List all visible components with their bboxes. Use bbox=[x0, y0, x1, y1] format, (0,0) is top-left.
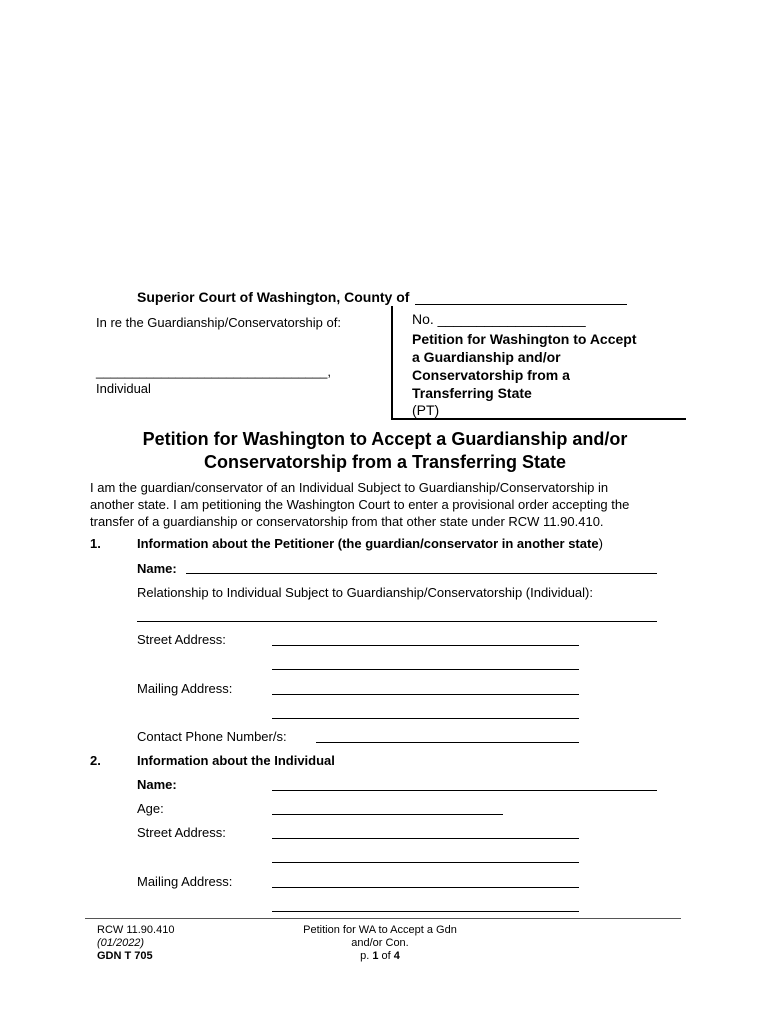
petitioner-mailing-label: Mailing Address: bbox=[137, 681, 233, 696]
petitioner-name-field[interactable] bbox=[186, 573, 657, 574]
petitioner-mailing-field[interactable] bbox=[272, 694, 579, 695]
doc-title-line: Transferring State bbox=[412, 385, 532, 401]
phone-field[interactable] bbox=[316, 742, 579, 743]
section-1-heading-tail: ) bbox=[598, 536, 603, 551]
in-re-label: In re the Guardianship/Conservatorship of: bbox=[96, 315, 341, 330]
section-1-heading-text: Information about the Petitioner (the guardian/conservator in another state bbox=[137, 536, 599, 551]
age-label: Age: bbox=[137, 801, 164, 816]
doc-title-line: Petition for Washington to Accept bbox=[412, 331, 637, 347]
court-label: Superior Court of Washington, County of bbox=[137, 289, 410, 305]
page-current: 1 bbox=[372, 950, 379, 962]
county-field[interactable] bbox=[415, 290, 627, 305]
page-title: Conservatorship from a Transferring State bbox=[203, 452, 567, 472]
footer-rcw: RCW 11.90.410 bbox=[97, 924, 175, 936]
individual-label: Individual bbox=[96, 381, 151, 396]
doc-title-line: a Guardianship and/or bbox=[412, 349, 561, 365]
page-title: Petition for Washington to Accept a Guardianship and/or bbox=[142, 429, 628, 449]
relationship-field[interactable] bbox=[137, 621, 657, 622]
petitioner-street-field[interactable] bbox=[272, 645, 579, 646]
section-1-number: 1. bbox=[90, 536, 101, 551]
page-total: 4 bbox=[393, 950, 400, 962]
section-1-heading bbox=[137, 536, 603, 551]
petitioner-street-label: Street Address: bbox=[137, 632, 226, 647]
petitioner-name-label: Name: bbox=[137, 561, 177, 576]
relationship-label: Relationship to Individual Subject to Guardianship/Conservatorship (Individual): bbox=[137, 585, 593, 600]
individual-name-field[interactable]: ________________________________, bbox=[96, 364, 331, 379]
petitioner-street-field-2[interactable] bbox=[272, 669, 579, 670]
individual-name-input[interactable] bbox=[272, 790, 657, 791]
court-heading bbox=[137, 289, 627, 305]
individual-name-label: Name: bbox=[137, 777, 177, 792]
footer-page-number bbox=[280, 950, 480, 963]
intro-line: another state. I am petitioning the Washington Court to enter a provisional order accepting the bbox=[90, 497, 630, 512]
intro-line: I am the guardian/conservator of an Individual Subject to Guardianship/Conservatorship in bbox=[90, 480, 609, 495]
footer-form-code: GDN T 705 bbox=[97, 950, 153, 962]
individual-street-label: Street Address: bbox=[137, 825, 226, 840]
footer-short-title: Petition for WA to Accept a Gdn bbox=[303, 924, 457, 936]
section-2-number: 2. bbox=[90, 753, 101, 768]
footer-date: (01/2022) bbox=[97, 937, 145, 949]
page-prefix: p. bbox=[360, 950, 373, 962]
individual-street-field-2[interactable] bbox=[272, 862, 579, 863]
individual-mailing-label: Mailing Address: bbox=[137, 874, 233, 889]
section-2-heading: Information about the Individual bbox=[137, 753, 335, 768]
caption-divider bbox=[391, 306, 393, 418]
page-of: of bbox=[378, 950, 394, 962]
case-number-field[interactable]: No. ___________________ bbox=[412, 311, 586, 327]
footer-rule bbox=[85, 918, 681, 919]
individual-mailing-field[interactable] bbox=[272, 887, 579, 888]
individual-mailing-field-2[interactable] bbox=[272, 911, 579, 912]
petitioner-mailing-field-2[interactable] bbox=[272, 718, 579, 719]
intro-line: transfer of a guardianship or conservatorship from that other state under RCW 11.90.410. bbox=[90, 514, 604, 529]
doc-code: (PT) bbox=[412, 402, 440, 418]
footer-short-title: and/or Con. bbox=[351, 937, 409, 949]
phone-label: Contact Phone Number/s: bbox=[137, 729, 287, 744]
individual-street-field[interactable] bbox=[272, 838, 579, 839]
doc-title-line: Conservatorship from a bbox=[412, 367, 570, 383]
age-field[interactable] bbox=[272, 814, 503, 815]
